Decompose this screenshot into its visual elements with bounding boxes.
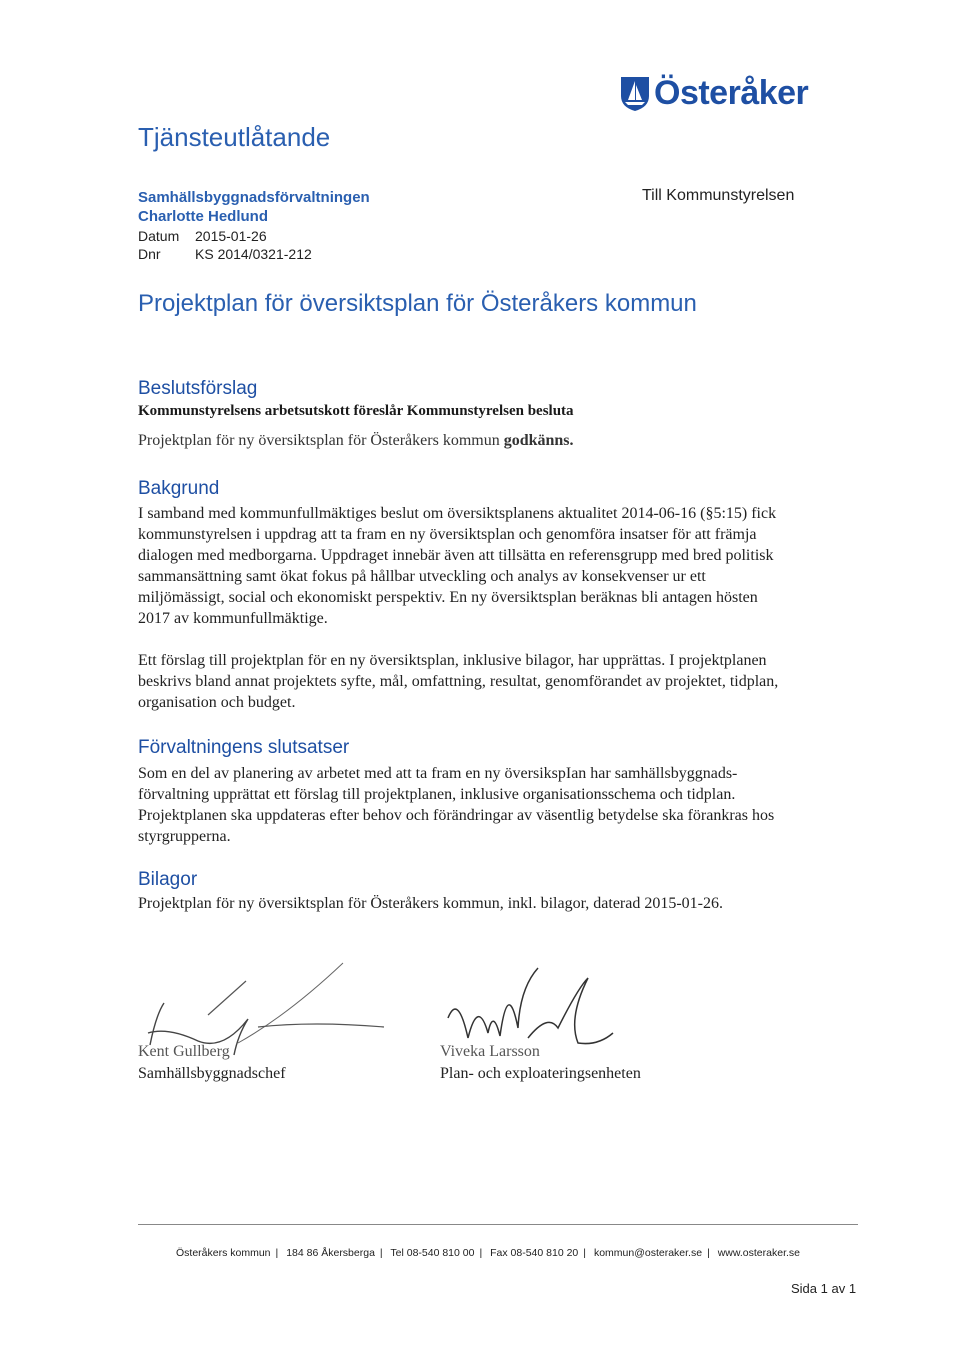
conclusions-paragraph <box>138 763 774 847</box>
dnr-value: KS 2014/0321-212 <box>195 246 312 262</box>
text-line: kommunstyrelsen i uppdrag att ta fram en ny översiktsplan och genomföra insatser för att främja <box>138 526 757 543</box>
background-paragraph-2 <box>138 650 778 713</box>
text-line: beskrivs bland annat projektets syfte, mål, omfattning, resultat, genomförandet av projektet, tidplan, <box>138 673 779 690</box>
page-title: Projektplan för översiktsplan för Österåkers kommun <box>138 290 697 317</box>
text-line: 2017 av kommunfullmäktige. <box>138 610 328 627</box>
document-type: Tjänsteutlåtande <box>138 122 331 152</box>
signature-block-2 <box>440 1043 641 1083</box>
proposal-text-main: Projektplan för ny översiktsplan för Österåkers kommun <box>138 432 504 449</box>
signatory-title: Samhällsbyggnadschef <box>138 1065 286 1082</box>
dnr-label: Dnr <box>138 246 161 262</box>
text-line: organisation och budget. <box>138 694 296 711</box>
text-line: förvaltning upprättat ett förslag till projektplanen, inklusive organisationsschema och tidplan. <box>138 786 736 803</box>
signature-block-1 <box>138 1043 286 1083</box>
author-name: Charlotte Hedlund <box>138 208 268 225</box>
background-paragraph-1 <box>138 503 776 629</box>
signatory-name: Viveka Larsson <box>440 1043 540 1060</box>
proposal-subheading: Kommunstyrelsens arbetsutskott föreslår Kommunstyrelsen besluta <box>138 403 574 419</box>
proposal-text <box>138 432 574 450</box>
footer-org: Österåkers kommun <box>176 1247 271 1259</box>
footer-email: kommun@osteraker.se <box>593 1247 703 1259</box>
footer-phone: Tel 08-540 810 00 <box>390 1247 475 1259</box>
footer-website: www.osteraker.se <box>717 1247 801 1259</box>
proposal-text-decision: godkänns. <box>503 432 574 449</box>
logo <box>620 74 808 113</box>
department-name: Samhällsbyggnadsförvaltningen <box>138 189 370 206</box>
footer-fax: Fax 08-540 810 20 <box>490 1247 579 1259</box>
date-row <box>138 228 267 244</box>
text-line: sammansättning samt ökat fokus på hållbar utveckling och analys av konsekvenser ur ett <box>138 568 706 585</box>
background-heading: Bakgrund <box>138 478 220 499</box>
date-value: 2015-01-26 <box>195 228 267 244</box>
recipient: Till Kommunstyrelsen <box>642 187 795 204</box>
attachments-text: Projektplan för ny översiktsplan för Österåkers kommun, inkl. bilagor, daterad 2015-01-26. <box>138 895 724 912</box>
footer-contact: Österåkers kommun | 184 86 Åkersberga | Tel 08-540 810 00 | Fax 08-540 810 20 | kommun@osteraker.se | www.osteraker.se <box>176 1247 801 1259</box>
text-line: styrgrupperna. <box>138 828 231 845</box>
text-line: Ett förslag till projektplan för en ny översiktsplan, inklusive bilagor, har upprättas. I projektplanen <box>138 652 767 669</box>
signatory-title: Plan- och exploateringsenheten <box>440 1065 641 1082</box>
text-line: dialogen med medborgarna. Uppdraget innebär även att tillsätta en referensgrupp med bred politisk <box>138 547 774 564</box>
dnr-row <box>138 246 312 262</box>
text-line: I samband med kommunfullmäktiges beslut om översiktsplanens aktualitet 2014-06-16 (§5:15) fick <box>138 505 777 522</box>
logo-text: Österåker <box>654 74 809 112</box>
text-line: Projektplanen ska uppdateras efter behov och förändringar av väsentlig betydelse ska förankras hos <box>138 807 775 824</box>
footer-address: 184 86 Åkersberga <box>286 1247 375 1259</box>
text-line: miljömässigt, social och ekonomiskt perspektiv. En ny översiktsplan beräknas bli antagen hösten <box>138 589 758 606</box>
municipal-shield-icon <box>620 76 650 112</box>
page-number: Sida 1 av 1 <box>791 1281 857 1296</box>
conclusions-heading: Förvaltningens slutsatser <box>138 737 350 758</box>
date-label: Datum <box>138 228 180 244</box>
text-line: Som en del av planering av arbetet med att ta fram en ny översikspIan har samhällsbyggnads- <box>138 765 738 782</box>
footer-divider <box>138 1224 858 1225</box>
proposal-heading: Beslutsförslag <box>138 378 258 399</box>
signatory-name: Kent Gullberg <box>138 1043 230 1060</box>
attachments-heading: Bilagor <box>138 869 198 890</box>
